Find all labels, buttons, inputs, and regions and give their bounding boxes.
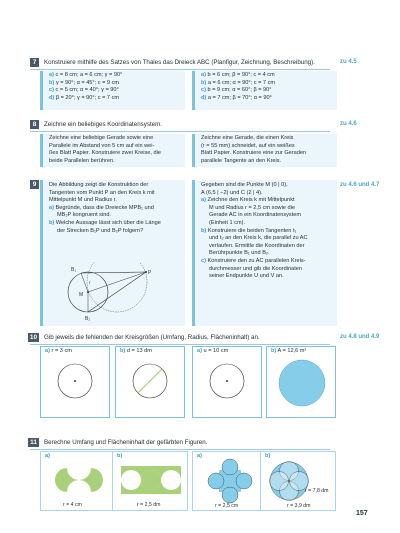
item-text: Konstruiere den zu AC parallelen Kreis- bbox=[207, 257, 306, 264]
exercise-number: 9 bbox=[30, 180, 39, 189]
text-line: Zeichne eine Gerade, die einen Kreis bbox=[201, 135, 294, 141]
exercise-panel-left bbox=[40, 71, 185, 110]
separator-line bbox=[30, 449, 330, 450]
segment-mp bbox=[88, 272, 146, 292]
label-b2: B₂ bbox=[85, 316, 91, 322]
exercise-title: Zeichne ein beliebiges Koordinatensystem. bbox=[44, 121, 162, 128]
label-m: M bbox=[79, 292, 84, 298]
figure-box bbox=[112, 451, 188, 511]
item-label: d) bbox=[201, 94, 207, 101]
item-text: MB₂P kongruent sind. bbox=[57, 212, 111, 219]
circle-task-box bbox=[266, 346, 336, 418]
text-line: beide Parallelen berühren. bbox=[49, 157, 115, 164]
section-reference: zu 4.6 und 4.7 bbox=[340, 182, 380, 188]
item-label: c) bbox=[201, 257, 206, 264]
text-line: Die Abbildung zeigt die Konstruktion der bbox=[49, 182, 149, 188]
circle-task-box bbox=[115, 346, 185, 418]
text-line: parallele Tangente an den Kreis. bbox=[201, 157, 282, 164]
circle-cluster-figure bbox=[207, 458, 253, 504]
text-line: Gegeben sind die Punkte M (0 | 0), bbox=[201, 182, 288, 188]
quarter-circle-cross-figure bbox=[55, 460, 103, 500]
exercise-number: 11 bbox=[28, 438, 39, 447]
item-label: b) bbox=[49, 219, 55, 226]
item-label: b) bbox=[271, 348, 277, 354]
circle-task-box bbox=[192, 346, 262, 418]
item-label: a) bbox=[201, 72, 206, 78]
item-text: durchmesser und gib die Koordinaten bbox=[209, 265, 302, 272]
figure-caption: r = 2,5 dm bbox=[137, 502, 161, 508]
item-label: b) bbox=[120, 348, 126, 354]
exercise-title: Gib jeweils die fehlenden der Kreisgrößen (Umfang, Radius, Flächeninhalt) an. bbox=[44, 334, 260, 341]
item-label: b) bbox=[117, 453, 123, 459]
item-text: M und Radius r = 2,5 cm sowie die bbox=[209, 204, 295, 211]
text-line: (r = 55 mm) schneidet, auf ein weißes bbox=[201, 142, 295, 149]
figure-caption: r = 4 cm bbox=[63, 502, 82, 508]
exercise-number: 8 bbox=[30, 120, 39, 129]
exercise-title: Berechne Umfang und Flächeninhalt der gefärbten Figuren. bbox=[44, 439, 208, 446]
item-text: Gerade AC in ein Koordinatensystem bbox=[209, 212, 302, 219]
thales-circle bbox=[87, 262, 147, 312]
page-number: 157 bbox=[356, 510, 368, 517]
figure-caption: r = 3,9 dm bbox=[287, 503, 311, 509]
exercise-panel-left bbox=[40, 134, 185, 167]
item-label: a) bbox=[45, 348, 50, 354]
item-text: (Einheit 1 cm). bbox=[209, 219, 246, 226]
item-label: b) bbox=[201, 227, 207, 234]
text-line: ßes Blatt Papier. Konstruiere zwei Kreise, die bbox=[49, 150, 161, 157]
figure-caption: r = 7,8 dm bbox=[305, 488, 329, 494]
exercise-number: 10 bbox=[29, 334, 38, 341]
figure-box bbox=[40, 451, 116, 511]
item-label: a) bbox=[197, 453, 202, 459]
item-text: a = 7 cm; β = 70°; α = 90° bbox=[207, 94, 272, 101]
point-m bbox=[87, 291, 89, 293]
section-reference: zu 4.6 bbox=[340, 121, 357, 127]
item-text: d = 13 dm bbox=[126, 348, 152, 354]
item-label: d) bbox=[49, 94, 55, 101]
exercise-number: 7 bbox=[30, 58, 39, 67]
item-label: b) bbox=[49, 79, 55, 86]
separator-line bbox=[30, 131, 330, 132]
circle-area-figure bbox=[277, 358, 327, 408]
text-line: Blatt Papier. Konstruiere eine zur Geraden bbox=[201, 150, 307, 157]
text-line: Zeichne eine beliebige Gerade sowie eine bbox=[49, 135, 154, 141]
tangent-line bbox=[88, 272, 146, 312]
item-text: verlaufen. Ermittle die Koordinaten der bbox=[209, 242, 305, 249]
text-line: Parallele im Abstand von 5 cm auf ein wei- bbox=[49, 142, 155, 149]
item-text: Welche Aussage lässt sich über die Länge bbox=[55, 219, 161, 226]
item-text: r = 3 cm bbox=[51, 348, 72, 354]
separator-line bbox=[30, 344, 330, 345]
item-text: a = 6 cm; α = 90°; c = 7 cm bbox=[207, 79, 276, 86]
item-text: A = 12,6 m² bbox=[277, 348, 307, 354]
item-text: der Strecken B₁P und B₂P folgern? bbox=[57, 227, 144, 234]
item-text: seiner Endpunkte U und V an. bbox=[209, 273, 284, 280]
exercise-panel-right bbox=[192, 134, 337, 167]
item-text: b = 9 cm; α = 60°; β = 90° bbox=[207, 87, 272, 94]
figure-caption: r = 2,5 cm bbox=[215, 503, 239, 509]
text-line: Mittelpunkt M und Radius r. bbox=[49, 197, 117, 204]
item-text: b = 6 cm; β = 90°; c = 4 cm bbox=[207, 72, 275, 78]
item-label: c) bbox=[201, 87, 206, 94]
item-label: b) bbox=[265, 453, 271, 459]
item-text: β = 20°; γ = 90°; c = 7 cm bbox=[55, 94, 120, 101]
exercise-panel-right bbox=[192, 180, 337, 326]
figure-box bbox=[192, 451, 271, 511]
item-label: a) bbox=[197, 348, 202, 354]
exercise-title: Konstruiere mithilfe des Satzes von Thales das Dreieck ABC (Planfigur, Zeichnung, Beschreibung). bbox=[44, 59, 315, 66]
label-b1: B₁ bbox=[71, 267, 77, 273]
point-p bbox=[145, 271, 147, 273]
item-label: b) bbox=[201, 79, 207, 86]
item-text: Zeichne den Kreis k mit Mittelpunkt bbox=[207, 197, 295, 204]
tangent-construction-figure bbox=[66, 262, 166, 324]
label-p: P bbox=[148, 270, 152, 276]
item-label: a) bbox=[45, 453, 50, 459]
arc-rectangle-figure bbox=[119, 462, 183, 498]
item-text: u = 10 cm bbox=[203, 348, 229, 354]
item-text: c = 8 cm; a = 6 cm; γ = 90° bbox=[55, 72, 123, 78]
rosette-circle-figure bbox=[267, 459, 311, 503]
item-text: Konstruiere die beiden Tangenten t₁ bbox=[207, 227, 297, 234]
circle-radius-figure bbox=[55, 361, 95, 401]
separator-line bbox=[30, 69, 330, 70]
item-text: Berührpunkte B₁ und B₂. bbox=[209, 250, 270, 257]
text-line: Tangenten vom Punkt P an den Kreis k mit bbox=[49, 189, 155, 196]
item-text: γ = 90°; α = 45°; c = 9 cm bbox=[55, 79, 120, 86]
circle-circumference-figure bbox=[207, 361, 247, 401]
item-label: c) bbox=[49, 87, 54, 94]
figure-box bbox=[260, 451, 336, 511]
section-reference: zu 4.8 und 4.9 bbox=[340, 334, 380, 340]
item-text: Begründe, dass die Dreiecke MPB₁ und bbox=[55, 204, 154, 211]
item-text: c = 5 cm; α = 40°; γ = 90° bbox=[55, 87, 119, 94]
circle-diameter-figure bbox=[130, 361, 170, 401]
circle-task-box bbox=[40, 346, 110, 418]
label-r: r bbox=[89, 280, 91, 285]
item-text: und t₂ an den Kreis k, die parallel zu AC bbox=[209, 235, 308, 242]
item-label: a) bbox=[49, 72, 54, 78]
item-label: a) bbox=[201, 197, 206, 204]
section-reference: zu 4.5 bbox=[340, 59, 357, 65]
exercise-panel-right bbox=[192, 71, 337, 110]
item-label: a) bbox=[49, 204, 54, 211]
text-line: A (6,5 | −2) und C (2 | 4). bbox=[201, 189, 263, 196]
